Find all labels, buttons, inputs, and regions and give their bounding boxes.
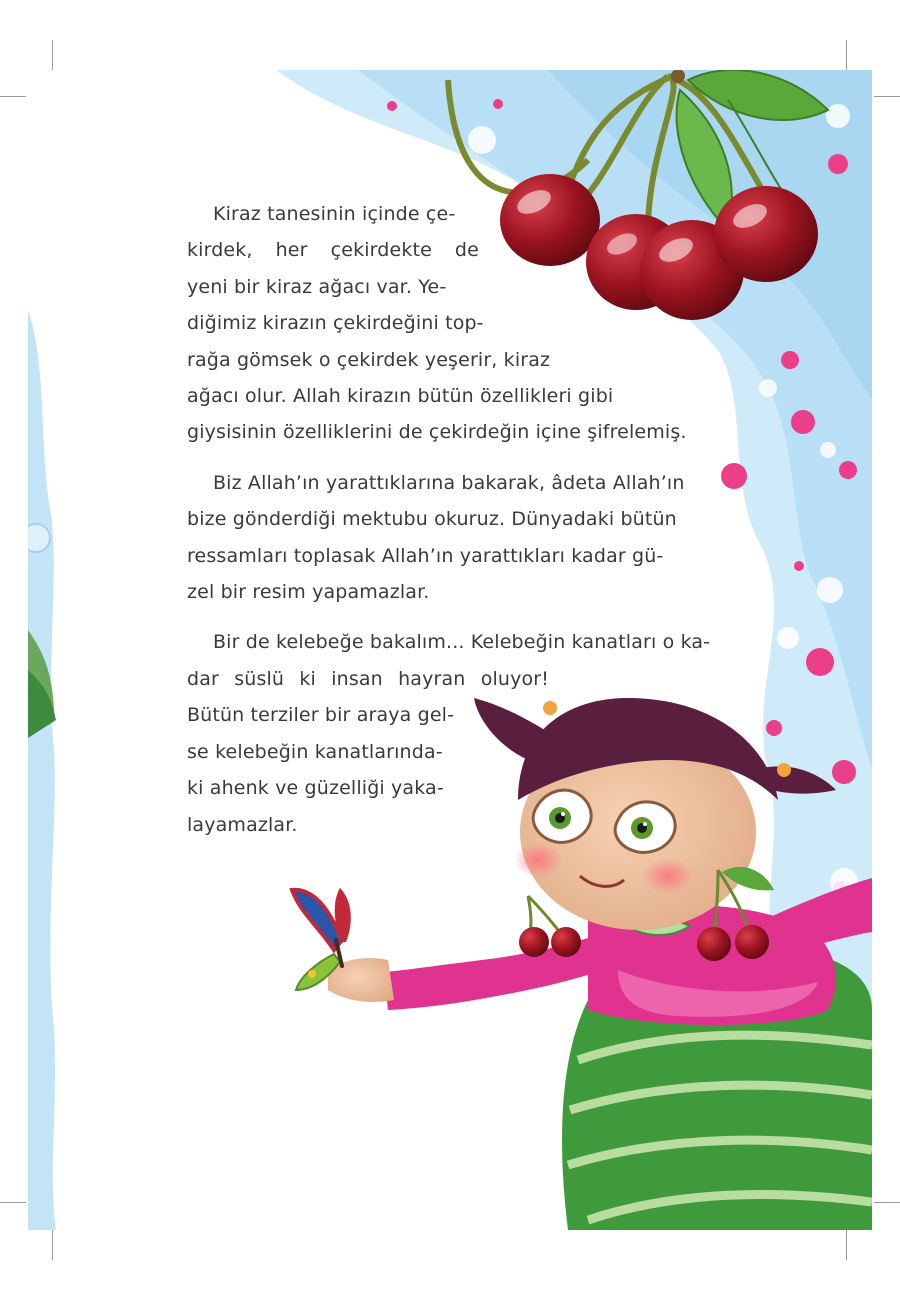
crop-mark-bottom-left-h bbox=[0, 1202, 26, 1203]
paragraph-2 bbox=[187, 465, 747, 611]
book-page bbox=[28, 70, 872, 1230]
text-line: ki ahenk ve güzelliği yaka- bbox=[187, 777, 444, 800]
crop-mark-top-right-v bbox=[846, 40, 847, 74]
text-line: rağa gömsek o çekirdek yeşerir, kiraz bbox=[187, 348, 551, 371]
paragraph-1 bbox=[187, 196, 747, 451]
text-line: Biz Allah’ın yarattıklarına bakarak, âdeta Allah’ın bbox=[213, 471, 685, 494]
crop-mark-bottom-right-v bbox=[846, 1230, 847, 1260]
text-line: dar süslü ki insan hayran oluyor! bbox=[187, 667, 549, 690]
text-line: Bir de kelebeğe bakalım... Kelebeğin kanatları o ka- bbox=[213, 631, 711, 654]
crop-mark-bottom-right-h bbox=[874, 1202, 900, 1203]
crop-mark-top-left-h bbox=[0, 96, 26, 97]
text-line: kirdek, her çekirdekte de bbox=[187, 239, 479, 262]
text-line: yeni bir kiraz ağacı var. Ye- bbox=[187, 275, 447, 298]
text-line: Kiraz tanesinin içinde çe- bbox=[213, 203, 456, 225]
text-line: giysisinin özelliklerini de çekirdeğin içine şifrelemiş. bbox=[187, 421, 687, 444]
crop-mark-bottom-left-v bbox=[52, 1230, 53, 1260]
crop-mark-top-right-h bbox=[874, 96, 900, 97]
text-line: zel bir resim yapamazlar. bbox=[187, 581, 430, 604]
text-line: Bütün terziler bir araya gel- bbox=[187, 704, 455, 727]
paragraph-3 bbox=[187, 624, 747, 842]
text-line: diğimiz kirazın çekirdeğini top- bbox=[187, 312, 484, 335]
text-line: ressamları toplasak Allah’ın yarattıkları kadar gü- bbox=[187, 544, 664, 567]
text-line: ağacı olur. Allah kirazın bütün özellikleri gibi bbox=[187, 385, 614, 408]
text-line: bize gönderdiği mektubu okuruz. Dünyadaki bütün bbox=[187, 508, 677, 531]
story-text bbox=[187, 196, 747, 843]
text-line: se kelebeğin kanatlarında- bbox=[187, 740, 443, 763]
text-line: layamazlar. bbox=[187, 813, 298, 836]
crop-mark-top-left-v bbox=[52, 40, 53, 74]
